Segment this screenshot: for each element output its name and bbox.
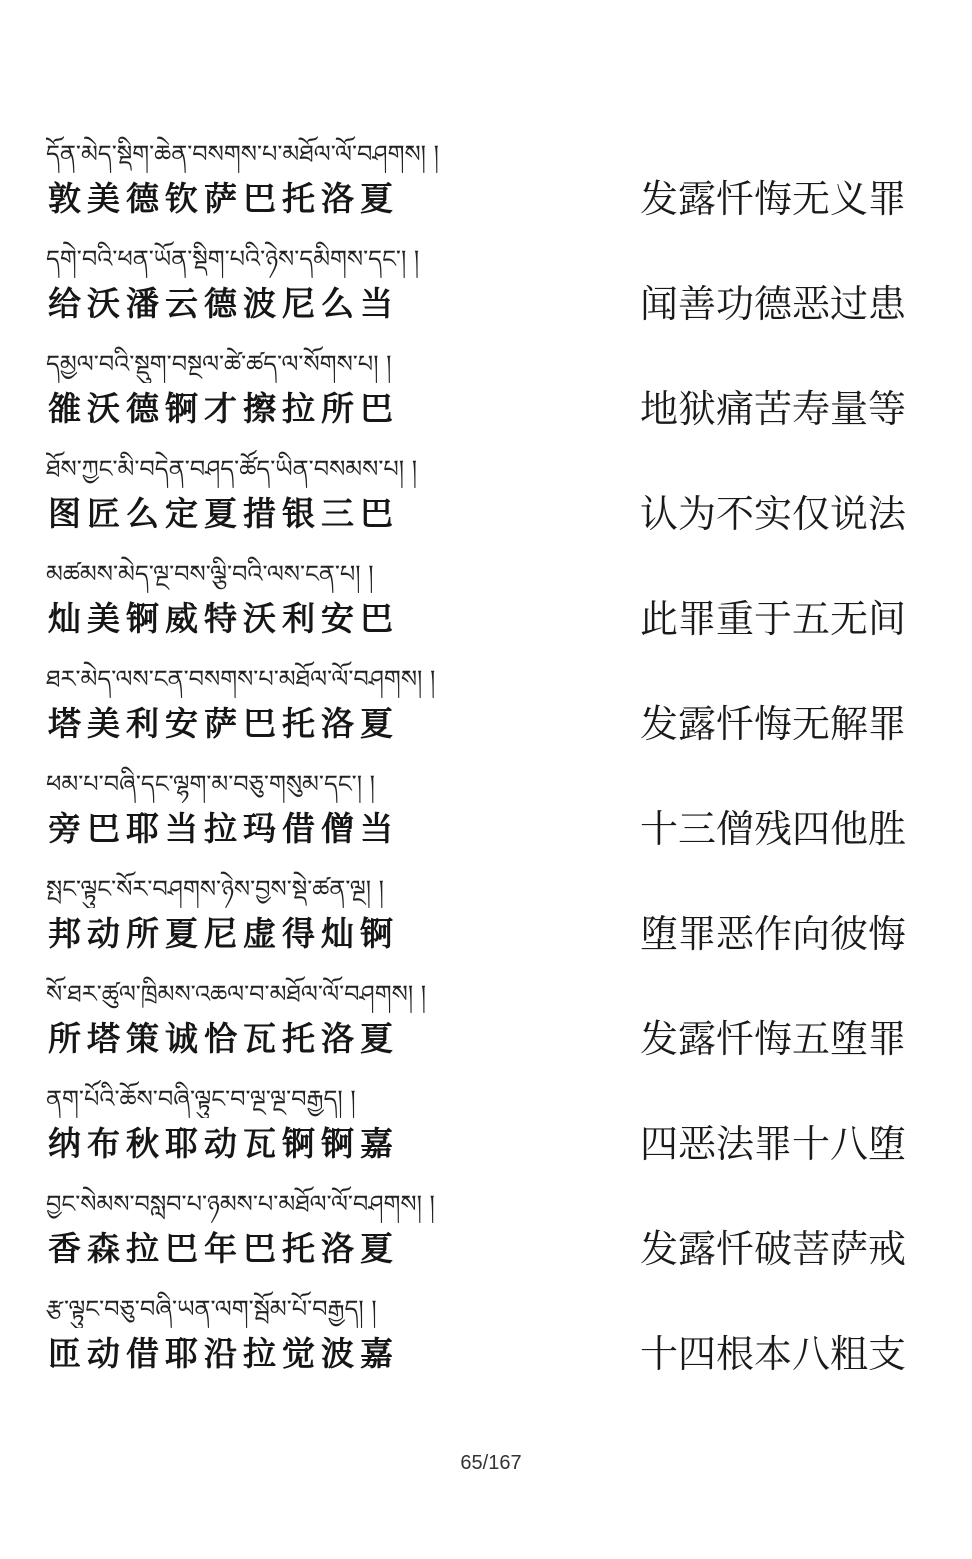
phonetic-line: 图匠么定夏措银三巴 — [48, 494, 399, 533]
tibetan-line: ཕམ་པ་བཞི་དང་ལྷག་མ་བཅུ་གསུམ་དང་། ། — [46, 770, 376, 798]
phonetic-line: 塔美利安萨巴托洛夏 — [48, 704, 399, 743]
meaning-line: 发露忏悔无解罪 — [639, 702, 906, 746]
meaning-line: 发露忏破菩萨戒 — [639, 1227, 906, 1271]
verse-4 — [0, 450, 972, 555]
meaning-line: 闻善功德恶过患 — [639, 282, 906, 326]
tibetan-line: ཐོས་ཀྱང་མི་བདེན་བཤད་ཚོད་ཡིན་བསམས་པ། ། — [46, 455, 418, 483]
phonetic-line: 香森拉巴年巴托洛夏 — [48, 1229, 399, 1268]
phonetic-line: 敦美德钦萨巴托洛夏 — [48, 179, 399, 218]
phonetic-line: 纳布秋耶动瓦锕锕嘉 — [48, 1124, 399, 1163]
phonetic-line: 给沃潘云德波尼么当 — [48, 284, 399, 323]
phonetic-line: 雒沃德锕才擦拉所巴 — [48, 389, 399, 428]
meaning-line: 四恶法罪十八堕 — [639, 1122, 906, 1166]
phonetic-line: 匝动借耶沿拉觉波嘉 — [48, 1334, 399, 1373]
meaning-line: 十三僧残四他胜 — [639, 807, 906, 851]
verse-12 — [0, 1290, 972, 1395]
tibetan-line: རྩ་ལྟུང་བཅུ་བཞི་ཡན་ལག་སྦོམ་པོ་བརྒྱད། ། — [46, 1295, 377, 1323]
verse-2 — [0, 240, 972, 345]
page-number: 65/167 — [460, 1452, 522, 1474]
tibetan-line: སོ་ཐར་ཚུལ་ཁྲིམས་འཆལ་བ་མཐོལ་ལོ་བཤགས། ། — [46, 980, 427, 1008]
verse-10 — [0, 1080, 972, 1185]
phonetic-line: 旁巴耶当拉玛借僧当 — [48, 809, 399, 848]
meaning-line: 发露忏悔五堕罪 — [639, 1017, 906, 1061]
verse-8 — [0, 870, 972, 975]
meaning-line: 认为不实仅说法 — [639, 492, 906, 536]
meaning-line: 发露忏悔无义罪 — [639, 177, 906, 221]
tibetan-line: ཐར་མེད་ལས་ངན་བསགས་པ་མཐོལ་ལོ་བཤགས། ། — [46, 665, 436, 693]
tibetan-line: མཚམས་མེད་ལྔ་བས་ལྕི་བའི་ལས་ངན་པ། ། — [46, 560, 374, 588]
tibetan-line: བྱང་སེམས་བསླབ་པ་ཉམས་པ་མཐོལ་ལོ་བཤགས། ། — [46, 1190, 435, 1218]
meaning-line: 地狱痛苦寿量等 — [639, 387, 906, 431]
meaning-line: 十四根本八粗支 — [639, 1332, 906, 1376]
verse-7 — [0, 765, 972, 870]
verse-3 — [0, 345, 972, 450]
verse-9 — [0, 975, 972, 1080]
phonetic-line: 邦动所夏尼虚得灿锕 — [48, 914, 399, 953]
verse-11 — [0, 1185, 972, 1290]
phonetic-line: 所塔策诚恰瓦托洛夏 — [48, 1019, 399, 1058]
phonetic-line: 灿美锕威特沃利安巴 — [48, 599, 399, 638]
verse-1 — [0, 135, 972, 240]
tibetan-line: དམྱལ་བའི་སྡུག་བསྔལ་ཚེ་ཚད་ལ་སོགས་པ། ། — [46, 350, 392, 378]
verse-5 — [0, 555, 972, 660]
tibetan-line: དགེ་བའི་ཕན་ཡོན་སྡིག་པའི་ཉེས་དམིགས་དང་། ། — [46, 245, 420, 273]
tibetan-line: ནག་པོའི་ཆོས་བཞི་ལྟུང་བ་ལྔ་ལྔ་བརྒྱད། ། — [46, 1085, 356, 1113]
verse-6 — [0, 660, 972, 765]
meaning-line: 此罪重于五无间 — [639, 597, 906, 641]
meaning-line: 堕罪恶作向彼悔 — [639, 912, 906, 956]
tibetan-line: སྤང་ལྟུང་སོར་བཤགས་ཉེས་བྱས་སྡེ་ཚན་ལྔ། ། — [46, 875, 384, 903]
tibetan-line: དོན་མེད་སྡིག་ཆེན་བསགས་པ་མཐོལ་ལོ་བཤགས། ། — [46, 140, 439, 168]
